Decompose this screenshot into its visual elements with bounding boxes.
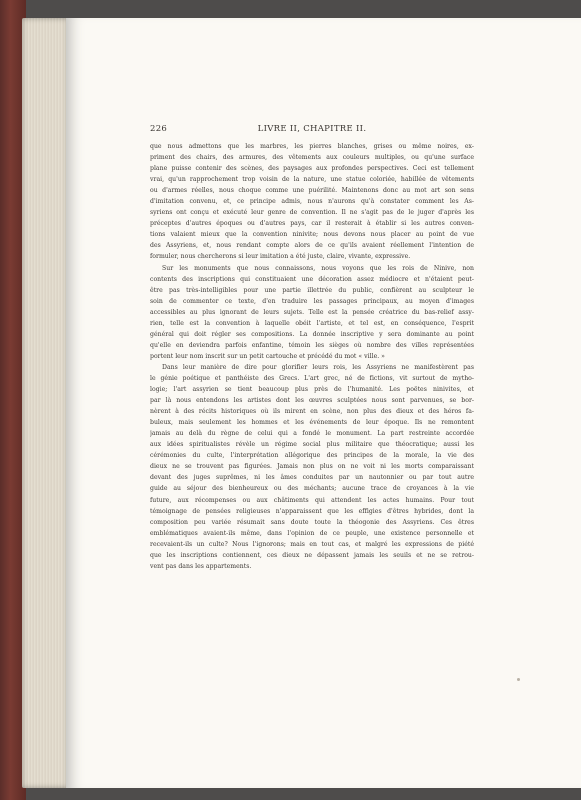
text-line: emblématiques avaient-ils même, dans l'opinion de ce peuple, une existence personnelle et — [150, 529, 474, 537]
text-line: composition peu variée résumait sans doute toute la théogonie des Assyriens. Ces êtres — [150, 518, 474, 526]
text-line: buleux, mais seulement les hommes et les événements de leur époque. Ils ne remontent — [150, 419, 474, 427]
text-line: que nous admettons que les marbres, les pierres blanches, grises ou même noires, ex- — [150, 143, 474, 150]
page-number: 226 — [150, 124, 168, 134]
text-line: guide au séjour des bienheureux ou des méchants; aucune trace de croyances à la vie — [150, 485, 474, 493]
text-line: priment des chairs, des armures, des vêtements aux couleurs multiples, ou qu'une surface — [150, 154, 474, 162]
body-text — [150, 141, 474, 572]
text-line: rien, telle est la convention à laquelle obéit l'artiste, et tel est, en conséquence, l'esprit — [150, 319, 474, 327]
text-line: vent pas dans les appartements. — [150, 562, 252, 570]
text-line: qu'elle en deviendra parfois enfantine, témoin les sièges où nombre des villes représentées — [150, 341, 474, 349]
text-line: tions valaient mieux que la convention ninivite; nous devons nous placer au point de vue — [150, 231, 474, 239]
text-line: formuler, nous chercherons si leur imitation a été juste, claire, vivante, expressive. — [150, 253, 411, 261]
text-line: général qui doit régler ses compositions. La donnée inscriptive y sera dominante au point — [150, 330, 474, 338]
page-edges — [22, 18, 68, 788]
text-line: Sur les monuments que nous connaissons, nous voyons que les rois de Ninive, non — [162, 264, 474, 272]
text-line: accessibles au plus ignorant de leurs sujets. Telle est la pensée créatrice du bas-relief assy- — [150, 308, 474, 316]
text-line: dieux ne se trouvent pas figurées. Jamais non plus on ne voit ni les morts comparaissant — [150, 463, 474, 471]
text-line: future, aux récompenses ou aux châtiments qui attendent les actes humains. Pour tout — [150, 496, 474, 504]
text-line: nèrent à des récits historiques où ils mirent en scène, non plus des dieux et des héros fa- — [150, 408, 474, 416]
text-line: que les inscriptions contiennent, ces dieux ne dépassent jamais les seuils et ne se retrou- — [150, 551, 474, 559]
text-line: logie; l'art assyrien se tient beaucoup plus près de l'humanité. Les poëtes ninivites, et — [150, 386, 474, 394]
text-line: vrai, qu'un rapprochement trop voisin de la nature, une statue coloriée, habillée de vêtements — [150, 176, 474, 184]
running-head: LIVRE II, CHAPITRE II. — [257, 124, 367, 134]
text-line: ou d'armes réelles, nous choque comme une puérilité. Maintenons donc au mot art son sens — [150, 187, 474, 195]
text-line: portent leur nom inscrit sur un petit cartouche et précédé du mot « ville. » — [150, 352, 385, 360]
text-line: aux idées spiritualistes révèle un régime social plus militaire que théocratique; aussi les — [150, 441, 474, 449]
text-line: d'imitation convenu, et, ce principe admis, nous n'aurons qu'à constater comment les As- — [150, 198, 474, 206]
text-line: des Assyriens, et, nous rendant compte alors de ce qu'ils avaient réellement l'intention de — [150, 242, 474, 250]
text-line: par là nous entendons les artistes dont les œuvres sculptées nous sont parvenues, se bor- — [150, 397, 474, 405]
text-line: cérémonies du culte, l'interprétation allégorique des principes de la morale, la vie des — [150, 452, 474, 460]
text-line: soin de commenter ce texte, d'en traduire les passages principaux, au moyen d'images — [150, 297, 474, 305]
text-line: plane puisse contenir des scènes, des paysages aux profondes perspectives. Ceci est tellement — [150, 165, 474, 173]
text-line: le génie poétique et panthéiste des Grecs. L'art grec, né de fictions, vit surtout de mytho- — [150, 374, 474, 382]
text-line: jamais au delà du règne de celui qui a fondé le monument. La part restreinte accordée — [150, 430, 474, 438]
page-speck — [517, 678, 520, 681]
text-line: préceptes d'autres époques ou d'autres pays, car il resterait à établir si les autres conven- — [150, 220, 474, 228]
text-line: témoignage de pensées religieuses n'apparaissent que les effigies d'êtres hybrides, dont la — [150, 507, 474, 515]
text-line: contents des inscriptions qui constituaient une décoration assez médiocre et n'étaient peut- — [150, 275, 474, 283]
page-header — [150, 124, 474, 138]
text-line: être pas très-intelligibles pour une partie illettrée du public, confièrent au sculpteur le — [150, 286, 474, 294]
text-line: syriens ont conçu et exécuté leur genre de convention. Il ne s'agit pas de le juger d'après les — [150, 209, 474, 217]
text-line: devant des juges suprêmes, ni les âmes conduites par un nautonnier ou par tout autre — [150, 474, 474, 482]
text-line: recevaient-ils un culte? Nous l'ignorons; mais en tout cas, et malgré les expressions de piété — [150, 540, 474, 548]
text-line: Dans leur manière de dire pour glorifier leurs rois, les Assyriens ne manifestèrent pas — [162, 363, 474, 371]
